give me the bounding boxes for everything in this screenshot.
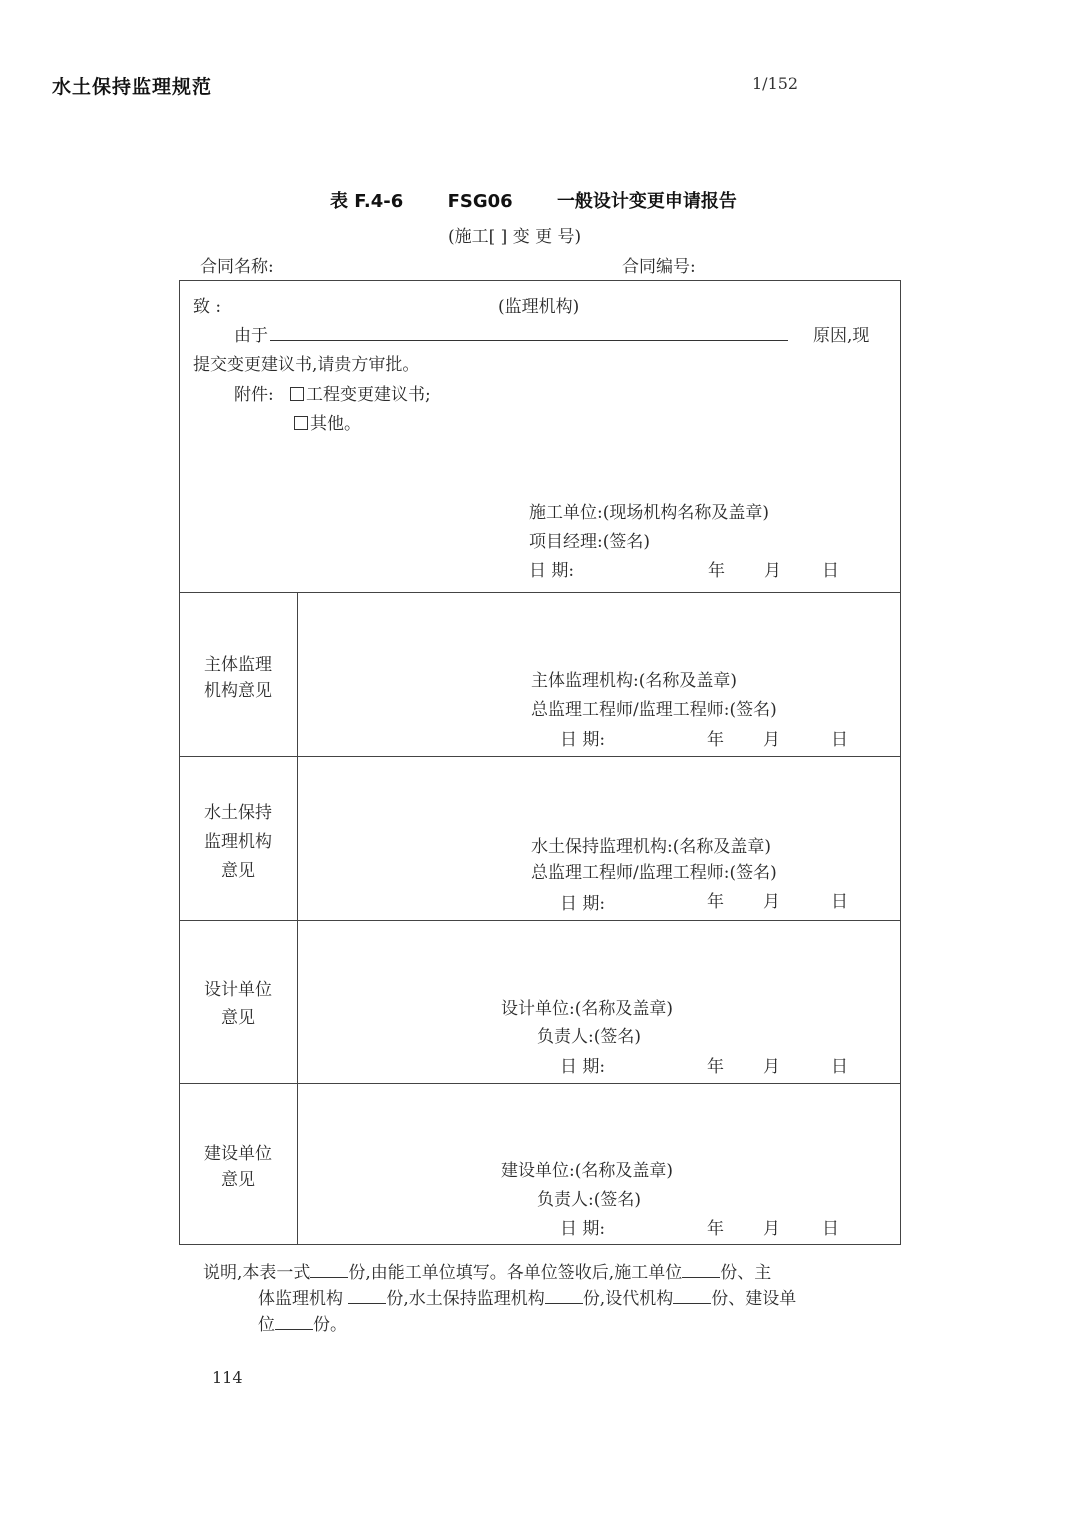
row-label-line: 意见 [221, 861, 255, 881]
row-day: 日 [831, 1057, 848, 1077]
row-date-label: 日 期: [560, 730, 606, 750]
blank-field [682, 1261, 720, 1278]
row-divider [179, 756, 901, 757]
row-label-line: 建设单位 [204, 1144, 272, 1164]
row-date-label: 日 期: [560, 894, 606, 914]
row-divider [179, 1083, 901, 1084]
note-text: 说明,本表一式 [203, 1263, 311, 1283]
row-label-line: 水土保持 [204, 803, 272, 823]
form-table [179, 280, 901, 1245]
row-label-soil-water [179, 799, 297, 886]
row-day: 日 [831, 892, 848, 912]
row-month: 月 [763, 730, 780, 750]
note-text: 份、建设单 [711, 1289, 797, 1309]
month-label: 月 [764, 561, 781, 581]
row-month: 月 [763, 1057, 780, 1077]
attachment-item-2 [294, 409, 361, 434]
row-label-line: 设计单位 [204, 980, 272, 1000]
blank-field [310, 1261, 348, 1278]
blank-field [545, 1287, 583, 1304]
attachment-item-2-text: 其他。 [310, 414, 361, 434]
row-year: 年 [707, 730, 724, 750]
contract-name-label: 合同名称: [200, 257, 274, 277]
row-year: 年 [707, 892, 724, 912]
note-text: 份、主 [720, 1263, 772, 1283]
to-org: (监理机构) [498, 297, 580, 317]
row-label-line: 监理机构 [204, 832, 272, 852]
attachment-item-1-text: 工程变更建议书; [306, 385, 431, 405]
reason-tail: 原因,现 [813, 326, 870, 346]
row-year: 年 [707, 1219, 724, 1239]
blank-field [275, 1313, 313, 1330]
row-month: 月 [763, 1219, 780, 1239]
row-org: 水土保持监理机构:(名称及盖章) [531, 837, 771, 857]
column-divider [297, 592, 298, 1245]
note-line-3 [258, 1310, 347, 1335]
row-label-supervision [179, 652, 297, 704]
page-indicator: 1/152 [752, 74, 799, 93]
row-org: 建设单位:(名称及盖章) [501, 1161, 673, 1181]
to-label: 致 : [193, 297, 222, 317]
year-label: 年 [708, 561, 725, 581]
row-month: 月 [763, 892, 780, 912]
row-label-design [179, 976, 297, 1032]
note-line-2 [258, 1284, 796, 1309]
note-text: 份。 [313, 1315, 347, 1335]
row-label-line: 主体监理 [204, 655, 272, 675]
note-text: 份,设代机构 [582, 1289, 674, 1309]
row-year: 年 [707, 1057, 724, 1077]
row-org: 主体监理机构:(名称及盖章) [531, 671, 737, 691]
form-title-name: 一般设计变更申请报告 [556, 191, 737, 212]
reason-blank-line [270, 340, 788, 341]
page-number: 114 [212, 1368, 243, 1387]
project-manager: 项目经理:(签名) [529, 532, 650, 552]
row-label-line: 机构意见 [204, 681, 272, 701]
row-signer: 总监理工程师/监理工程师:(签名) [531, 863, 777, 883]
row-signer: 总监理工程师/监理工程师:(签名) [531, 700, 777, 720]
row-signer: 负责人:(签名) [537, 1190, 641, 1210]
attachment-item-1 [290, 380, 431, 405]
note-text: 份,水土保持监理机构 [386, 1289, 545, 1309]
note-text: 位 [258, 1315, 275, 1335]
attachment-label: 附件: [234, 385, 274, 405]
row-label-construction-owner [179, 1141, 297, 1193]
blank-field [348, 1287, 386, 1304]
row-label-line: 意见 [221, 1008, 255, 1028]
row-day: 日 [831, 730, 848, 750]
day-label: 日 [822, 561, 839, 581]
form-title-code: FSG06 [447, 191, 513, 212]
row-signer: 负责人:(签名) [537, 1027, 641, 1047]
checkbox-icon [294, 416, 308, 430]
row-date-label: 日 期: [560, 1219, 606, 1239]
row-date-label: 日 期: [560, 1057, 606, 1077]
row-label-line: 意见 [221, 1170, 255, 1190]
construction-unit: 施工单位:(现场机构名称及盖章) [529, 503, 769, 523]
date-label: 日 期: [529, 561, 575, 581]
contract-no-label: 合同编号: [622, 257, 696, 277]
blank-field [673, 1287, 711, 1304]
row-org: 设计单位:(名称及盖章) [501, 999, 673, 1019]
note-line-1 [203, 1258, 771, 1283]
row-divider [179, 920, 901, 921]
form-subtitle: (施工[ ] 变 更 号) [448, 227, 582, 247]
note-text: 体监理机构 [258, 1289, 349, 1309]
document-title: 水土保持监理规范 [52, 76, 213, 98]
row-divider [179, 592, 901, 593]
row-day: 日 [822, 1219, 839, 1239]
request-text: 提交变更建议书,请贵方审批。 [193, 355, 420, 375]
form-title [330, 187, 737, 213]
form-title-prefix: 表 F.4-6 [330, 191, 404, 212]
because-label: 由于 [234, 326, 268, 346]
note-text: 份,由能工单位填写。各单位签收后,施工单位 [348, 1263, 683, 1283]
checkbox-icon [290, 387, 304, 401]
